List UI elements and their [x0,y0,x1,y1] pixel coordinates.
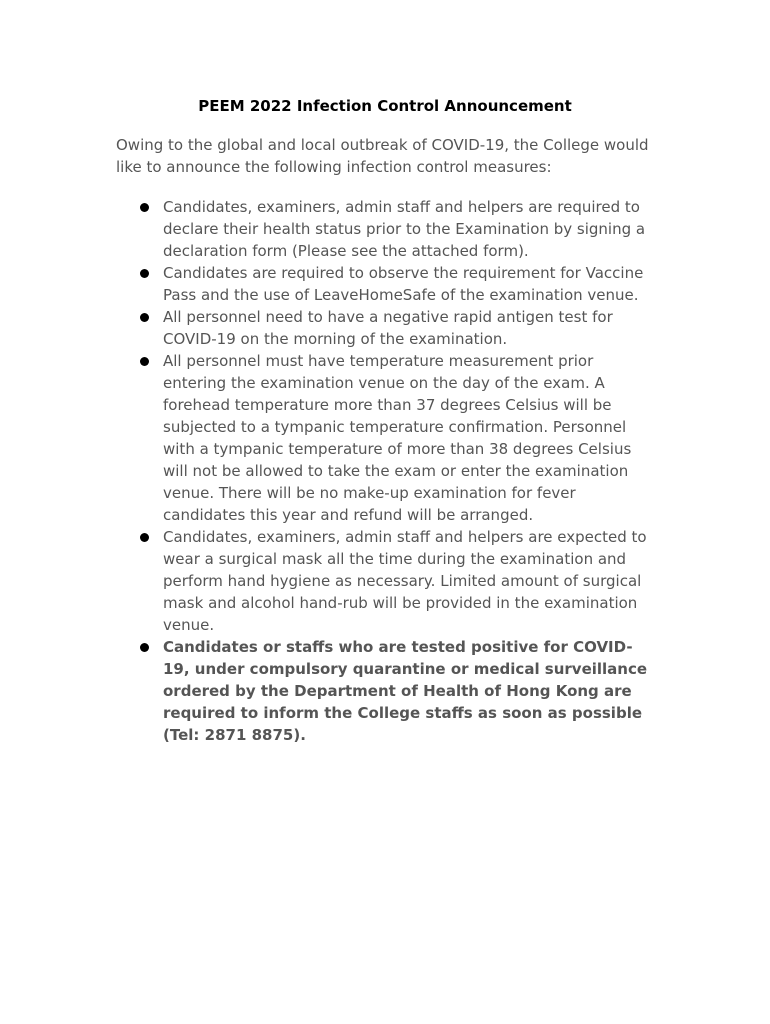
list-item-important [116,636,656,746]
list-item [116,350,656,526]
measure-text: Candidates, examiners, admin staff and helpers are expected to wear a surgical mask all the time during the examination and perform hand hygiene as necessary. Limited amount of surgical mask and alcohol hand-rub will be provided in the examination venue. [163,528,647,634]
measure-text: Candidates are required to observe the requirement for Vaccine Pass and the use of LeaveHomeSafe of the examination venue. [163,264,644,304]
list-item [116,262,656,306]
list-item [116,306,656,350]
measures-list [116,196,656,746]
measure-text: All personnel need to have a negative rapid antigen test for COVID-19 on the morning of the examination. [163,308,613,348]
intro-paragraph: Owing to the global and local outbreak of COVID-19, the College would like to announce the following infection control measures: [116,136,649,176]
bullet-icon [140,203,149,212]
list-item [116,526,656,636]
page-title: PEEM 2022 Infection Control Announcement [198,97,572,115]
bullet-icon [140,643,149,652]
bullet-icon [140,269,149,278]
measure-text-important: Candidates or staffs who are tested positive for COVID-19, under compulsory quarantine or medical surveillance ordered by the Department of Health of Hong Kong are required to inform the College staffs as soon as possible (Tel: 2871 8875). [163,638,648,744]
measure-text: All personnel must have temperature measurement prior entering the examination venue on the day of the exam. A forehead temperature more than 37 degrees Celsius will be subjected to a tympanic temperature confirmation. Personnel with a tympanic temperature of more than 38 degrees Celsius will not be allowed to take the exam or enter the examination venue. There will be no make-up examination for fever candidates this year and refund will be arranged. [163,352,632,524]
bullet-icon [140,313,149,322]
bullet-icon [140,357,149,366]
measure-text: Candidates, examiners, admin staff and helpers are required to declare their health status prior to the Examination by signing a declaration form (Please see the attached form). [163,198,646,260]
list-item [116,196,656,262]
bullet-icon [140,533,149,542]
